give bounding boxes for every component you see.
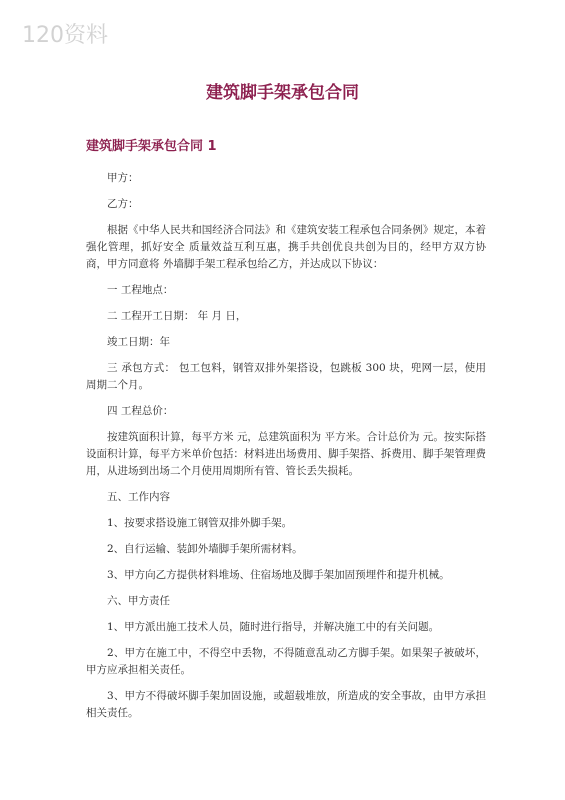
paragraph-total-price: 四 工程总价： bbox=[107, 405, 174, 417]
paragraph-location: 一 工程地点： bbox=[107, 284, 174, 296]
paragraph-price-calculation: 按建筑面积计算，每平方米 元，总建筑面积为 平方米。合计总价为 元。按实际搭设面积计算，每平方米单价包括：材料进出场费用、脚手架搭、拆费用、脚手架管理费用，从进场到出场二个月使用周期所有管、管长丢失损耗。 bbox=[86, 431, 486, 477]
contract-body bbox=[86, 170, 486, 731]
watermark-logo: 120资料 bbox=[22, 23, 108, 48]
paragraph-work-content: 五、工作内容 bbox=[107, 491, 170, 503]
paragraph-preamble: 根据《中华人民共和国经济合同法》和《建筑安装工程承包合同条例》规定，本着强化管理，抓好安全 质量效益互利互惠，携手共创优良共创为目的，经甲方双方协商，甲方同意将 外墙脚手架工程承包给乙方，并达成以下协议： bbox=[86, 224, 486, 270]
paragraph-work-item-2: 2、自行运输、装卸外墙脚手架所需材料。 bbox=[107, 543, 303, 555]
paragraph-work-item-3: 3、甲方向乙方提供材料堆场、住宿场地及脚手架加固预埋件和提升机械。 bbox=[107, 569, 450, 581]
paragraph-party-a: 甲方： bbox=[107, 172, 139, 184]
paragraph-party-a-duties: 六、甲方责任 bbox=[107, 595, 170, 607]
paragraph-work-item-1: 1、按要求搭设施工钢管双排外脚手架。 bbox=[107, 517, 293, 529]
paragraph-duty-item-1: 1、甲方派出施工技术人员，随时进行指导，并解决施工中的有关问题。 bbox=[107, 621, 440, 633]
section-title: 建筑脚手架承包合同 1 bbox=[86, 139, 217, 154]
paragraph-contract-method: 三 承包方式： 包工包料，钢管双排外架搭设，包跳板 300 块，兜网一层，使用周期二个月。 bbox=[86, 362, 486, 391]
paragraph-duty-item-3: 3、甲方不得破坏脚手架加固设施，或超载堆放，所造成的安全事故，由甲方承担相关责任。 bbox=[86, 690, 486, 719]
document-title: 建筑脚手架承包合同 bbox=[206, 83, 359, 103]
paragraph-duty-item-2: 2、甲方在施工中，不得空中丢物，不得随意乱动乙方脚手架。如果架子被破坏，甲方应承担相关责任。 bbox=[86, 647, 486, 676]
paragraph-end-date: 竣工日期：年 bbox=[107, 336, 170, 348]
paragraph-start-date: 二 工程开工日期： 年 月 日， bbox=[107, 310, 247, 322]
paragraph-party-b: 乙方： bbox=[107, 198, 139, 210]
